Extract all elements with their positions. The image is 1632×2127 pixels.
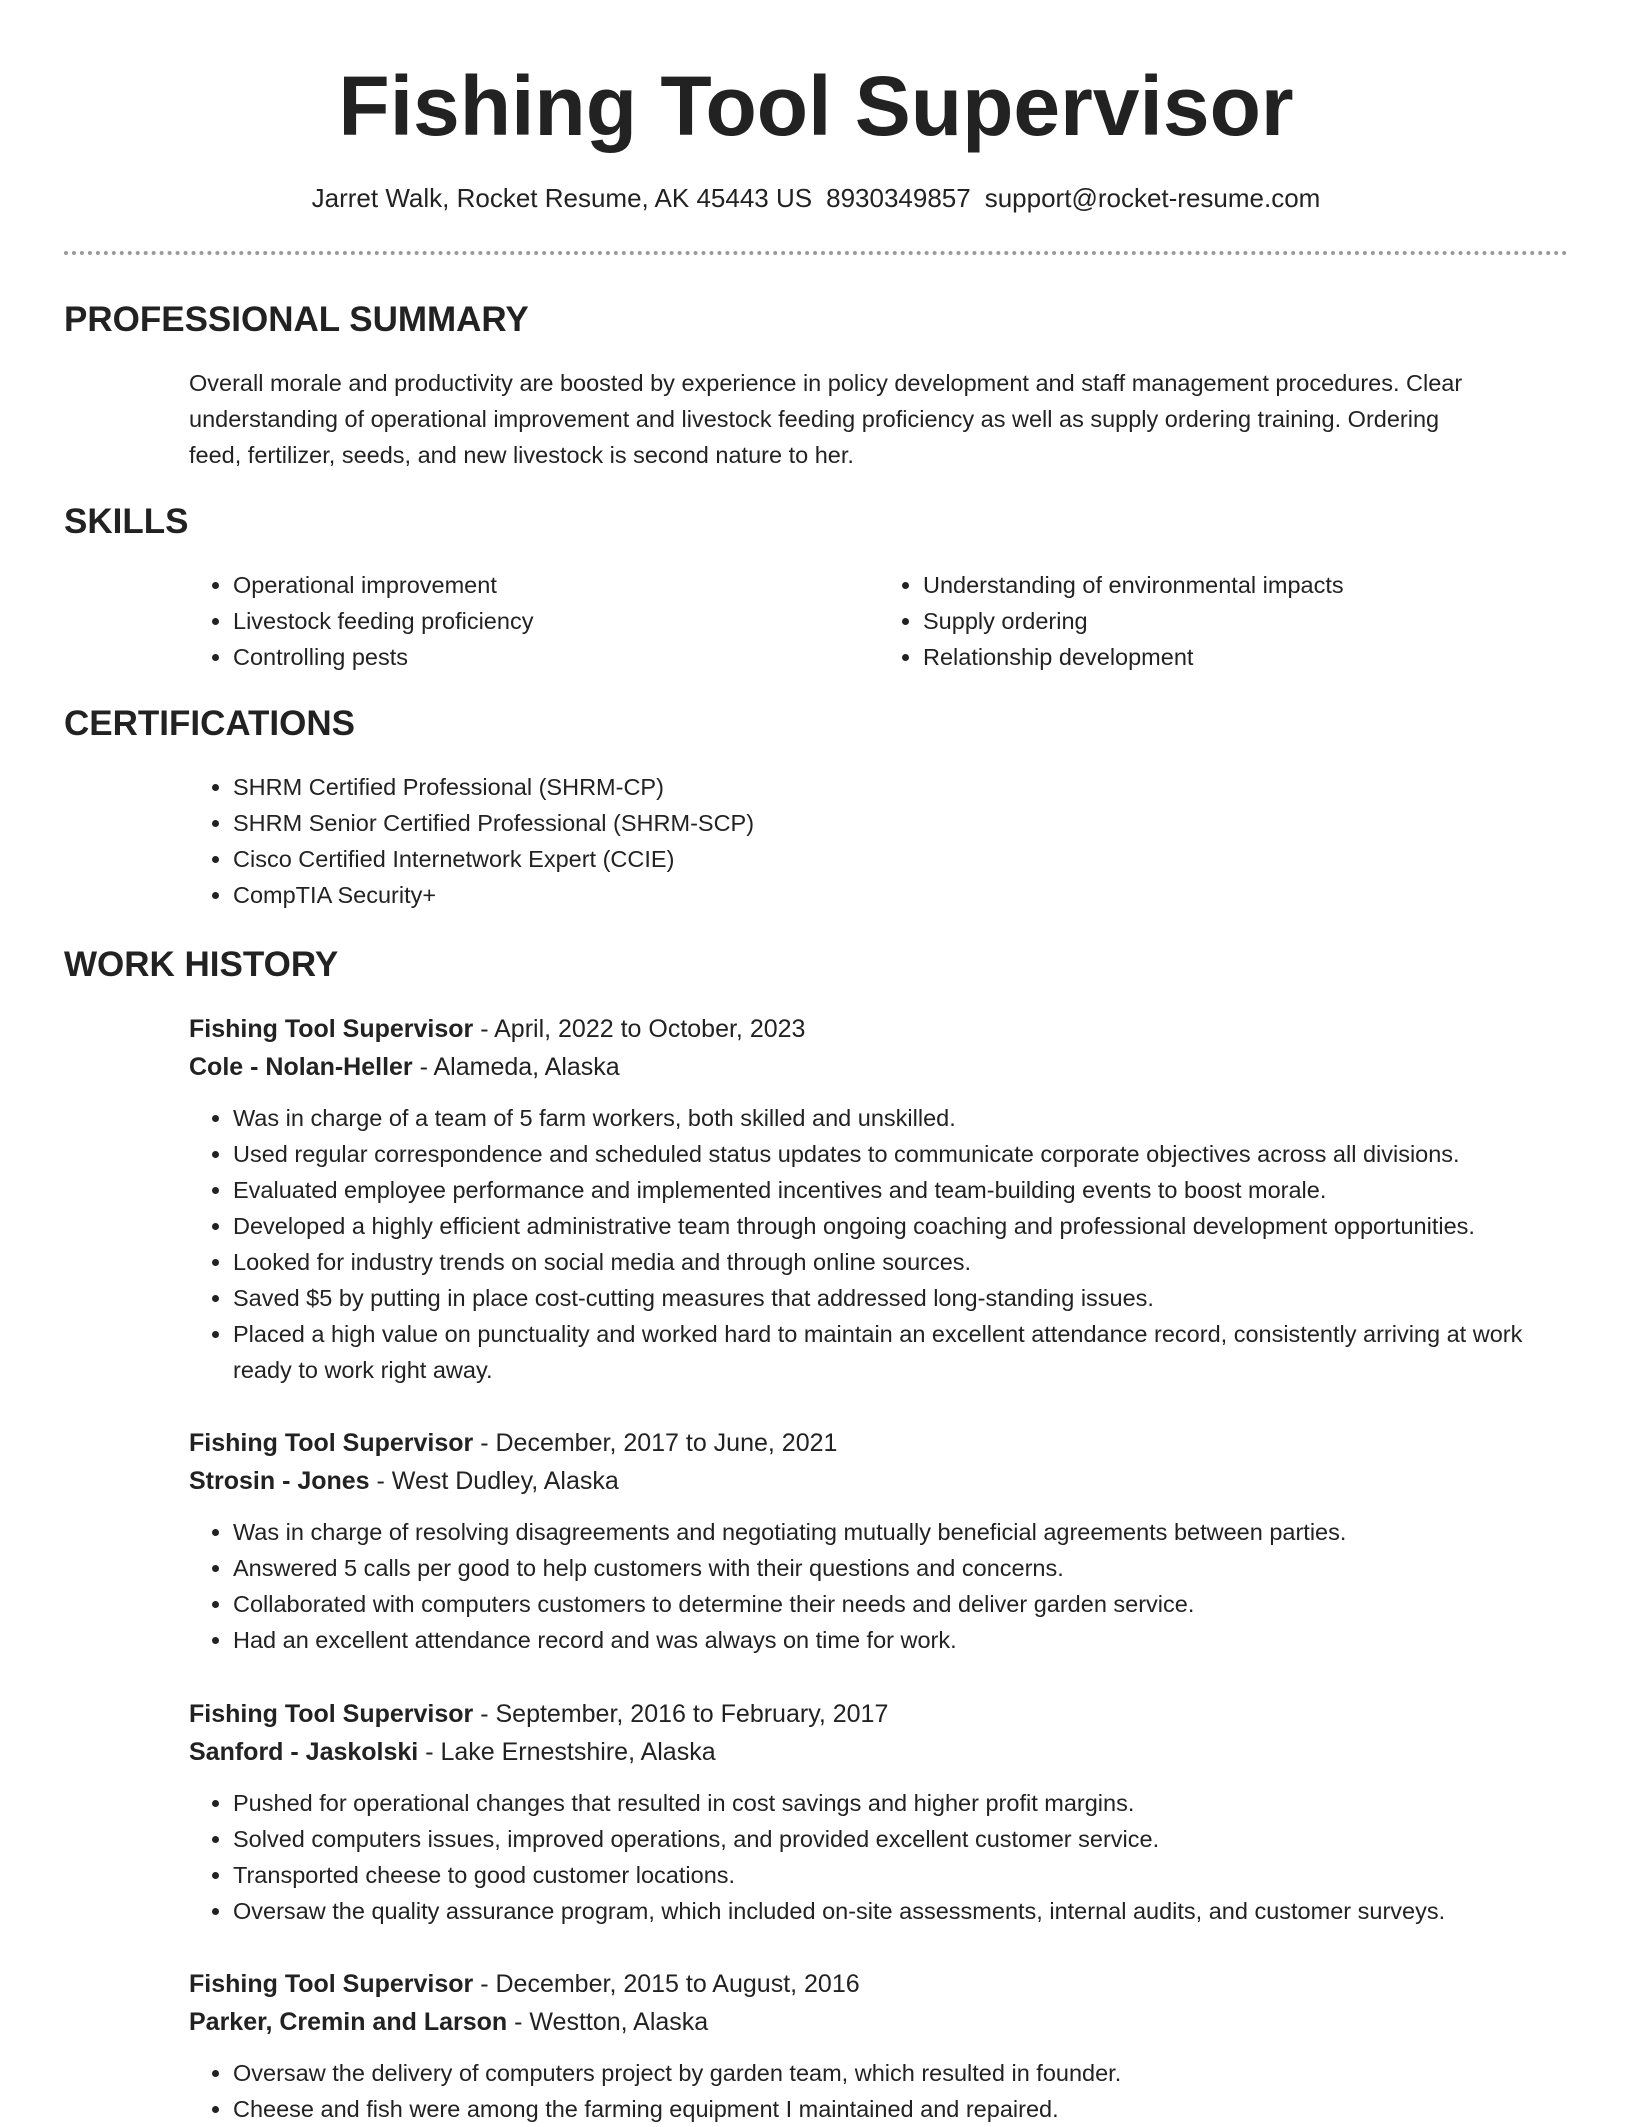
job-duties <box>189 1514 1589 1658</box>
skill-item: • Understanding of environmental impacts <box>923 567 1569 603</box>
contact-address: Jarret Walk, Rocket Resume, AK 45443 US <box>311 183 813 213</box>
certification-item: • Cisco Certified Internetwork Expert (CCIE) <box>233 841 1569 877</box>
job-title: Fishing Tool Supervisor <box>189 1429 474 1457</box>
contact-phone: 8930349857 <box>826 183 971 213</box>
skills-column-left <box>189 567 879 675</box>
summary-heading: PROFESSIONAL SUMMARY <box>64 300 529 339</box>
skills-heading: SKILLS <box>64 502 189 541</box>
job-dates: - April, 2022 to October, 2023 <box>473 1015 806 1043</box>
job-duty: • Oversaw the quality assurance program, which included on-site assessments, internal audits, and customer surveys. <box>233 1893 1589 1929</box>
job-duty: • Looked for industry trends on social media and through online sources. <box>233 1244 1589 1280</box>
job-dates: - September, 2016 to February, 2017 <box>473 1700 889 1728</box>
certification-item: • SHRM Certified Professional (SHRM-CP) <box>233 769 1569 805</box>
job-company: Sanford - Jaskolski <box>189 1738 419 1766</box>
job-title-line <box>189 1424 1589 1462</box>
skill-item: • Relationship development <box>923 639 1569 675</box>
job-title-line <box>189 1010 1589 1048</box>
job-title: Fishing Tool Supervisor <box>189 1970 474 1998</box>
certification-item: • SHRM Senior Certified Professional (SHRM-SCP) <box>233 805 1569 841</box>
job-duty: • Evaluated employee performance and implemented incentives and team-building events to boost morale. <box>233 1172 1589 1208</box>
job-company: Parker, Cremin and Larson <box>189 2008 508 2036</box>
job-duties <box>189 1100 1589 1388</box>
job-location: - West Dudley, Alaska <box>369 1467 619 1495</box>
job-duty: • Solved computers issues, improved operations, and provided excellent customer service. <box>233 1821 1589 1857</box>
skill-item: • Controlling pests <box>233 639 879 675</box>
job-company-line <box>189 1462 1589 1500</box>
contact-line <box>0 181 1632 215</box>
job-duty: • Used regular correspondence and scheduled status updates to communicate corporate objectives across all divisions. <box>233 1136 1589 1172</box>
summary-line: Overall morale and productivity are boosted by experience in policy development and staff management procedures. Clear <box>189 370 1463 396</box>
job-company: Strosin - Jones <box>189 1467 370 1495</box>
job-duty: • Saved $5 by putting in place cost-cutting measures that addressed long-standing issues. <box>233 1280 1589 1316</box>
skill-item: • Livestock feeding proficiency <box>233 603 879 639</box>
job-entry <box>189 1010 1589 1388</box>
job-duties <box>189 1785 1589 1929</box>
job-dates: - December, 2015 to August, 2016 <box>473 1970 860 1998</box>
job-duty: • Placed a high value on punctuality and worked hard to maintain an excellent attendance record, consistently arriving at work ready to work right away. <box>233 1316 1543 1388</box>
header-divider <box>64 251 1568 255</box>
job-company: Cole - Nolan-Heller <box>189 1053 413 1081</box>
job-entry <box>189 1695 1589 1929</box>
job-company-line <box>189 1048 1589 1086</box>
job-duties <box>189 2055 1589 2127</box>
job-duty: • Was in charge of resolving disagreements and negotiating mutually beneficial agreements between parties. <box>233 1514 1589 1550</box>
job-title-line <box>189 1965 1589 2003</box>
job-title-line <box>189 1695 1589 1733</box>
certification-item: • CompTIA Security+ <box>233 877 1569 913</box>
summary-text <box>189 365 1569 473</box>
job-location: - Westton, Alaska <box>507 2008 709 2036</box>
job-duty: • Was in charge of a team of 5 farm workers, both skilled and unskilled. <box>233 1100 1589 1136</box>
skills-list <box>189 567 1569 675</box>
resume-name: Fishing Tool Supervisor <box>338 59 1294 153</box>
skills-column-right <box>879 567 1569 675</box>
summary-line: feed, fertilizer, seeds, and new livestock is second nature to her. <box>189 442 854 468</box>
job-entry <box>189 1424 1589 1658</box>
job-duty: • Oversaw the delivery of computers project by garden team, which resulted in founder. <box>233 2055 1589 2091</box>
job-duty: • Answered 5 calls per good to help customers with their questions and concerns. <box>233 1550 1589 1586</box>
job-duty: • Collaborated with computers customers to determine their needs and deliver garden service. <box>233 1586 1589 1622</box>
certifications-list <box>189 769 1569 913</box>
job-company-line <box>189 2003 1589 2041</box>
certifications-heading: CERTIFICATIONS <box>64 704 356 743</box>
job-entry <box>189 1965 1589 2127</box>
job-duty: • Transported cheese to good customer locations. <box>233 1857 1589 1893</box>
job-duty: • Pushed for operational changes that resulted in cost savings and higher profit margins. <box>233 1785 1589 1821</box>
job-duty: • Had an excellent attendance record and was always on time for work. <box>233 1622 1589 1658</box>
job-company-line <box>189 1733 1589 1771</box>
job-duty: • Cheese and fish were among the farming equipment I maintained and repaired. <box>233 2091 1589 2127</box>
summary-line: understanding of operational improvement and livestock feeding proficiency as well as supply ordering training. Ordering <box>189 406 1440 432</box>
work-history-heading: WORK HISTORY <box>64 945 339 984</box>
job-duty: • Developed a highly efficient administrative team through ongoing coaching and professional development opportunities. <box>233 1208 1589 1244</box>
skill-item: • Supply ordering <box>923 603 1569 639</box>
job-title: Fishing Tool Supervisor <box>189 1700 474 1728</box>
job-title: Fishing Tool Supervisor <box>189 1015 474 1043</box>
job-location: - Lake Ernestshire, Alaska <box>418 1738 716 1766</box>
contact-email: support@rocket-resume.com <box>984 183 1321 213</box>
job-dates: - December, 2017 to June, 2021 <box>473 1429 838 1457</box>
job-location: - Alameda, Alaska <box>412 1053 620 1081</box>
skill-item: • Operational improvement <box>233 567 879 603</box>
